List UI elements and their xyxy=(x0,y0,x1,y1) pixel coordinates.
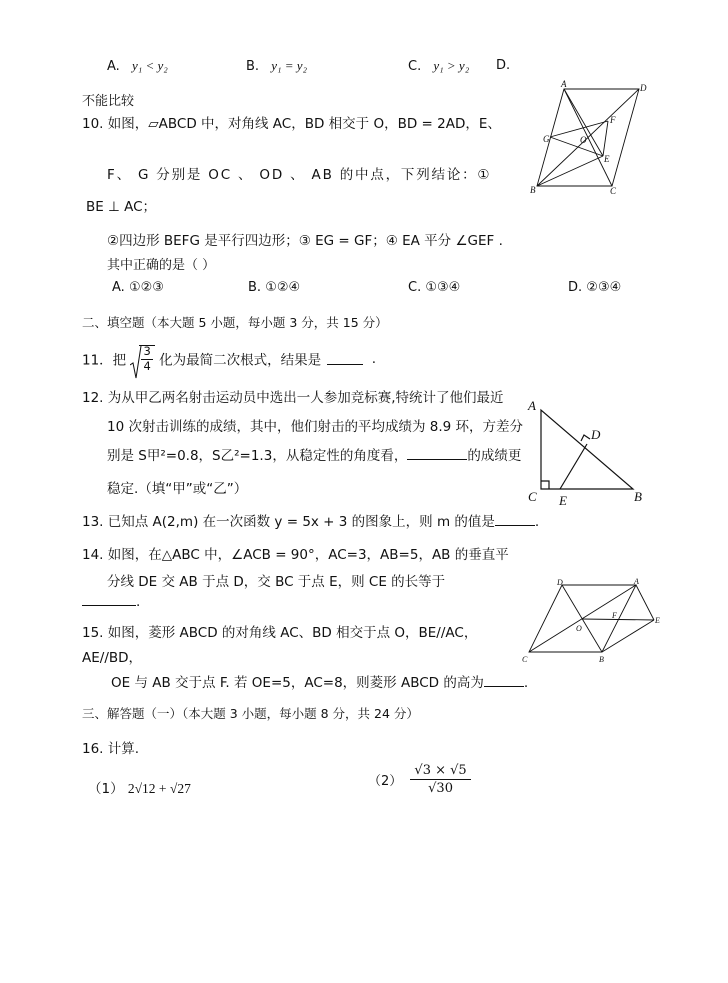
q11-sqrt xyxy=(130,345,154,372)
q13 xyxy=(82,510,539,530)
q13-prefix: 13. 已知点 A(2,m) 在一次函数 y = 5x + 3 的图象上，则 m 的值是 xyxy=(82,514,495,530)
q13-end: . xyxy=(534,514,540,530)
q10-option-c-text: ①③④ xyxy=(425,280,461,295)
q14-label-c: C xyxy=(528,489,537,504)
q11-radical-sign xyxy=(130,345,142,379)
q12-line3 xyxy=(107,444,521,464)
q9-option-d-letter: D. xyxy=(496,58,511,73)
q10-option-a-letter: A. xyxy=(112,280,125,295)
q16-part1-label: （1） xyxy=(88,781,124,797)
q11-prefix: 11．把 xyxy=(82,352,127,369)
q14-answer-blank[interactable] xyxy=(82,593,136,606)
q15-line3-prefix: OE 与 AB 交于点 F. 若 OE=5，AC=8，则菱形 ABCD 的高为 xyxy=(111,675,484,691)
q9-option-b xyxy=(246,58,307,74)
q10-option-d-letter: D. xyxy=(568,280,583,295)
q10-label-g: G xyxy=(543,134,550,144)
q10-label-o: O xyxy=(580,135,587,145)
q10-option-b xyxy=(248,280,300,295)
q16-part2-label: （2） xyxy=(368,774,403,789)
q15-line1: 15. 如图，菱形 ABCD 的对角线 AC、BD 相交于点 O，BE//AC， xyxy=(82,625,478,641)
q14-answer-row xyxy=(82,593,140,610)
q15-label-f: F xyxy=(612,611,617,620)
q14-label-a: A xyxy=(528,398,536,413)
q11-radicand-den: 4 xyxy=(143,358,151,373)
q16-part2-denominator: √30 xyxy=(428,781,453,796)
q9-option-b-expr: y₁ = y₂ xyxy=(271,58,308,73)
q15-line3 xyxy=(111,671,528,691)
q16-part2-fraction xyxy=(410,764,470,795)
q10-label-b: B xyxy=(530,185,536,195)
q12-answer-blank[interactable] xyxy=(407,447,467,460)
q14-label-b: B xyxy=(634,489,642,504)
q9-option-c-expr: y₁ > y₂ xyxy=(433,58,470,73)
q10-option-c-letter: C. xyxy=(408,280,422,295)
q16-part1-expr: 2√12 + √27 xyxy=(127,781,191,796)
q15-label-a: A xyxy=(634,577,639,586)
q13-answer-blank[interactable] xyxy=(495,513,535,526)
q14-label-d: D xyxy=(591,427,601,442)
q10-line5: 其中正确的是（ ） xyxy=(107,258,216,273)
q16-part1 xyxy=(88,777,191,797)
section2-title: 二、填空题（本大题 5 小题，每小题 3 分，共 15 分） xyxy=(82,315,388,330)
q15-label-b: B xyxy=(599,655,604,664)
q10-label-f: F xyxy=(610,115,616,125)
q9-option-c xyxy=(408,58,469,74)
q10-label-e: E xyxy=(604,154,610,164)
q16-part2 xyxy=(368,764,471,808)
q11-answer-blank[interactable] xyxy=(327,352,363,365)
q15-label-o: O xyxy=(576,624,582,633)
q12-line1: 12. 为从甲乙两名射击运动员中选出一人参加竞标赛,特统计了他们最近 xyxy=(82,390,504,406)
q10-option-b-text: ①②④ xyxy=(265,280,301,295)
q12-line3-suffix: 的成绩更 xyxy=(467,448,522,464)
q10-line3: BE ⊥ AC； xyxy=(86,199,157,215)
q10-label-c: C xyxy=(610,186,617,195)
q11-radicand-num: 3 xyxy=(143,344,151,358)
q10-option-a-text: ①②③ xyxy=(128,280,164,295)
q15-label-c: C xyxy=(522,655,528,664)
q9-option-a-expr: y₁ < y₂ xyxy=(131,58,168,73)
q9-option-d-text: 不能比较 xyxy=(82,94,135,109)
q10-label-a: A xyxy=(561,80,567,89)
q15-end: . xyxy=(523,675,529,691)
q10-option-b-letter: B. xyxy=(248,280,262,295)
q10-option-d-text: ②③④ xyxy=(586,280,622,295)
q14-line2: 分线 DE 交 AB 于点 D，交 BC 于点 E，则 CE 的长等于 xyxy=(107,574,446,590)
q15-figure-rhombus xyxy=(519,576,665,668)
q15-label-d: D xyxy=(557,578,563,587)
q9-option-c-letter: C. xyxy=(408,59,422,74)
q9-option-a xyxy=(107,58,168,74)
q14-line1: 14. 如图，在△ABC 中，∠ACB = 90°，AC=3，AB=5，AB 的垂直平 xyxy=(82,547,509,563)
q10-option-a xyxy=(112,280,164,295)
q12-line3-prefix: 别是 S甲²=0.8，S乙²=1.3，从稳定性的角度看， xyxy=(107,448,408,464)
q11-suffix: 化为最简二次根式，结果是 xyxy=(159,352,322,369)
q10-option-d xyxy=(568,280,621,295)
q14-figure-right-triangle xyxy=(522,393,650,513)
section3-title: 三、解答题（一）（本大题 3 小题，每小题 8 分，共 24 分） xyxy=(82,706,419,721)
q16-part2-numerator: √3 × √5 xyxy=(410,764,470,780)
q11 xyxy=(82,345,376,381)
q9-option-b-letter: B. xyxy=(246,59,260,74)
q10-line4: ②四边形 BEFG 是平行四边形；③ EG = GF；④ EA 平分 ∠GEF . xyxy=(107,233,503,249)
q10-line1: 10. 如图，▱ABCD 中，对角线 AC，BD 相交于 O，BD = 2AD，E、 xyxy=(82,116,501,132)
q10-figure-parallelogram xyxy=(528,80,658,195)
q12-line4: 稳定.（填“甲”或“乙”） xyxy=(107,481,248,497)
q9-option-a-letter: A. xyxy=(107,59,120,74)
q10-option-c xyxy=(408,280,460,295)
q15-answer-blank[interactable] xyxy=(484,674,524,687)
q11-end: . xyxy=(371,350,376,367)
q15-line2: AE//BD， xyxy=(82,650,143,666)
q14-label-e: E xyxy=(559,493,567,508)
q10-line2: F、 G 分别是 OC 、 OD 、 AB 的中点，下列结论：① xyxy=(107,167,492,183)
q16-title: 16. 计算. xyxy=(82,741,140,757)
q12-line2: 10 次射击训练的成绩，其中，他们射击的平均成绩为 8.9 环，方差分 xyxy=(107,419,524,435)
q10-label-d: D xyxy=(640,83,647,93)
q14-end: . xyxy=(136,594,141,610)
q15-label-e: E xyxy=(655,616,660,625)
